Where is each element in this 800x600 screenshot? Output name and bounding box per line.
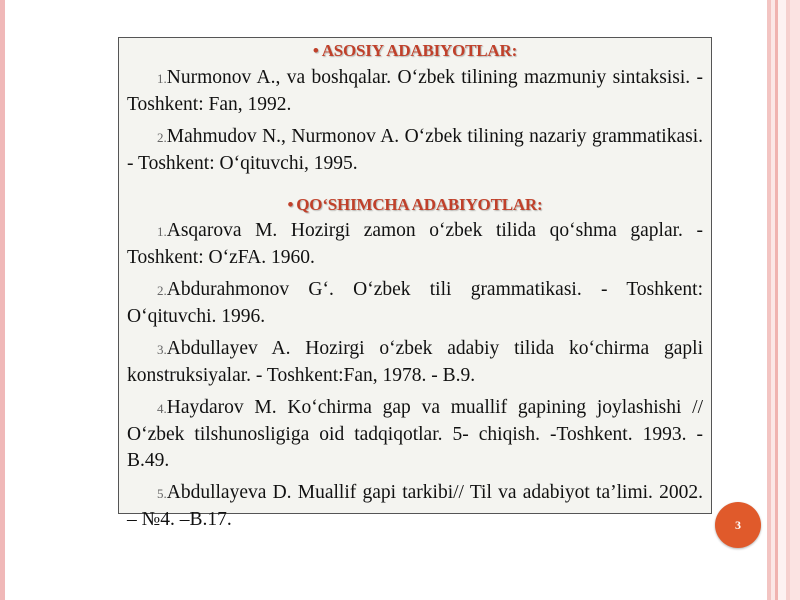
ref-text: Abdurahmonov G‘. O‘zbek tili grammatikasi. - Toshkent: O‘qituvchi. 1996. — [127, 279, 703, 327]
page-number-badge — [715, 502, 761, 548]
main-heading-text: ASOSIY ADABIYOTLAR: — [321, 41, 518, 60]
extra-ref-2 — [127, 277, 703, 330]
ref-number: 2. — [157, 283, 167, 298]
extra-ref-3 — [127, 336, 703, 389]
right-edge-decoration — [764, 0, 800, 600]
extra-ref-4 — [127, 395, 703, 474]
ref-text: Mahmudov N., Nurmonov A. O‘zbek tilining nazariy grammatikasi. - Toshkent: O‘qituvchi, 1995. — [127, 126, 703, 174]
ref-text: Abdullayev A. Hozirgi o‘zbek adabiy tilida ko‘chirma gapli konstruksiyalar. - Toshkent:Fan, 1978. - B.9. — [127, 338, 703, 386]
ref-text: Abdullayeva D. Muallif gapi tarkibi// Til va adabiyot ta’limi. 2002. – №4. –B.17. — [127, 482, 703, 530]
ref-number: 3. — [157, 342, 167, 357]
left-edge-decoration — [0, 0, 5, 600]
main-ref-1 — [127, 65, 703, 118]
ref-number: 5. — [157, 486, 167, 501]
references-box — [118, 37, 712, 530]
extra-ref-1 — [127, 218, 703, 271]
ref-text: Nurmonov A., va boshqalar. O‘zbek tilining mazmuniy sintaksisi. - Toshkent: Fan, 1992. — [127, 67, 703, 115]
bullet-icon: • — [287, 195, 294, 214]
extra-ref-5 — [127, 480, 703, 533]
ref-text: Asqarova M. Hozirgi zamon o‘zbek tilida qo‘shma gaplar. - Toshkent: O‘zFA. 1960. — [127, 220, 703, 268]
bullet-icon: • — [312, 41, 319, 60]
ref-number: 4. — [157, 401, 167, 416]
extra-heading-text: QO‘SHIMCHA ADABIYOTLAR: — [296, 195, 543, 214]
ref-number: 2. — [157, 130, 167, 145]
main-ref-2 — [127, 124, 703, 177]
ref-number: 1. — [157, 71, 167, 86]
ref-number: 1. — [157, 224, 167, 239]
ref-text: Haydarov M. Ko‘chirma gap va muallif gapining joylashishi // O‘zbek tilshunosligiga oid tadqiqotlar. 5- chiqish. -Toshkent. 1993. - B.49. — [127, 397, 703, 471]
main-references-heading — [127, 41, 703, 61]
extra-references-heading — [127, 195, 703, 215]
page-number: 3 — [735, 517, 741, 532]
